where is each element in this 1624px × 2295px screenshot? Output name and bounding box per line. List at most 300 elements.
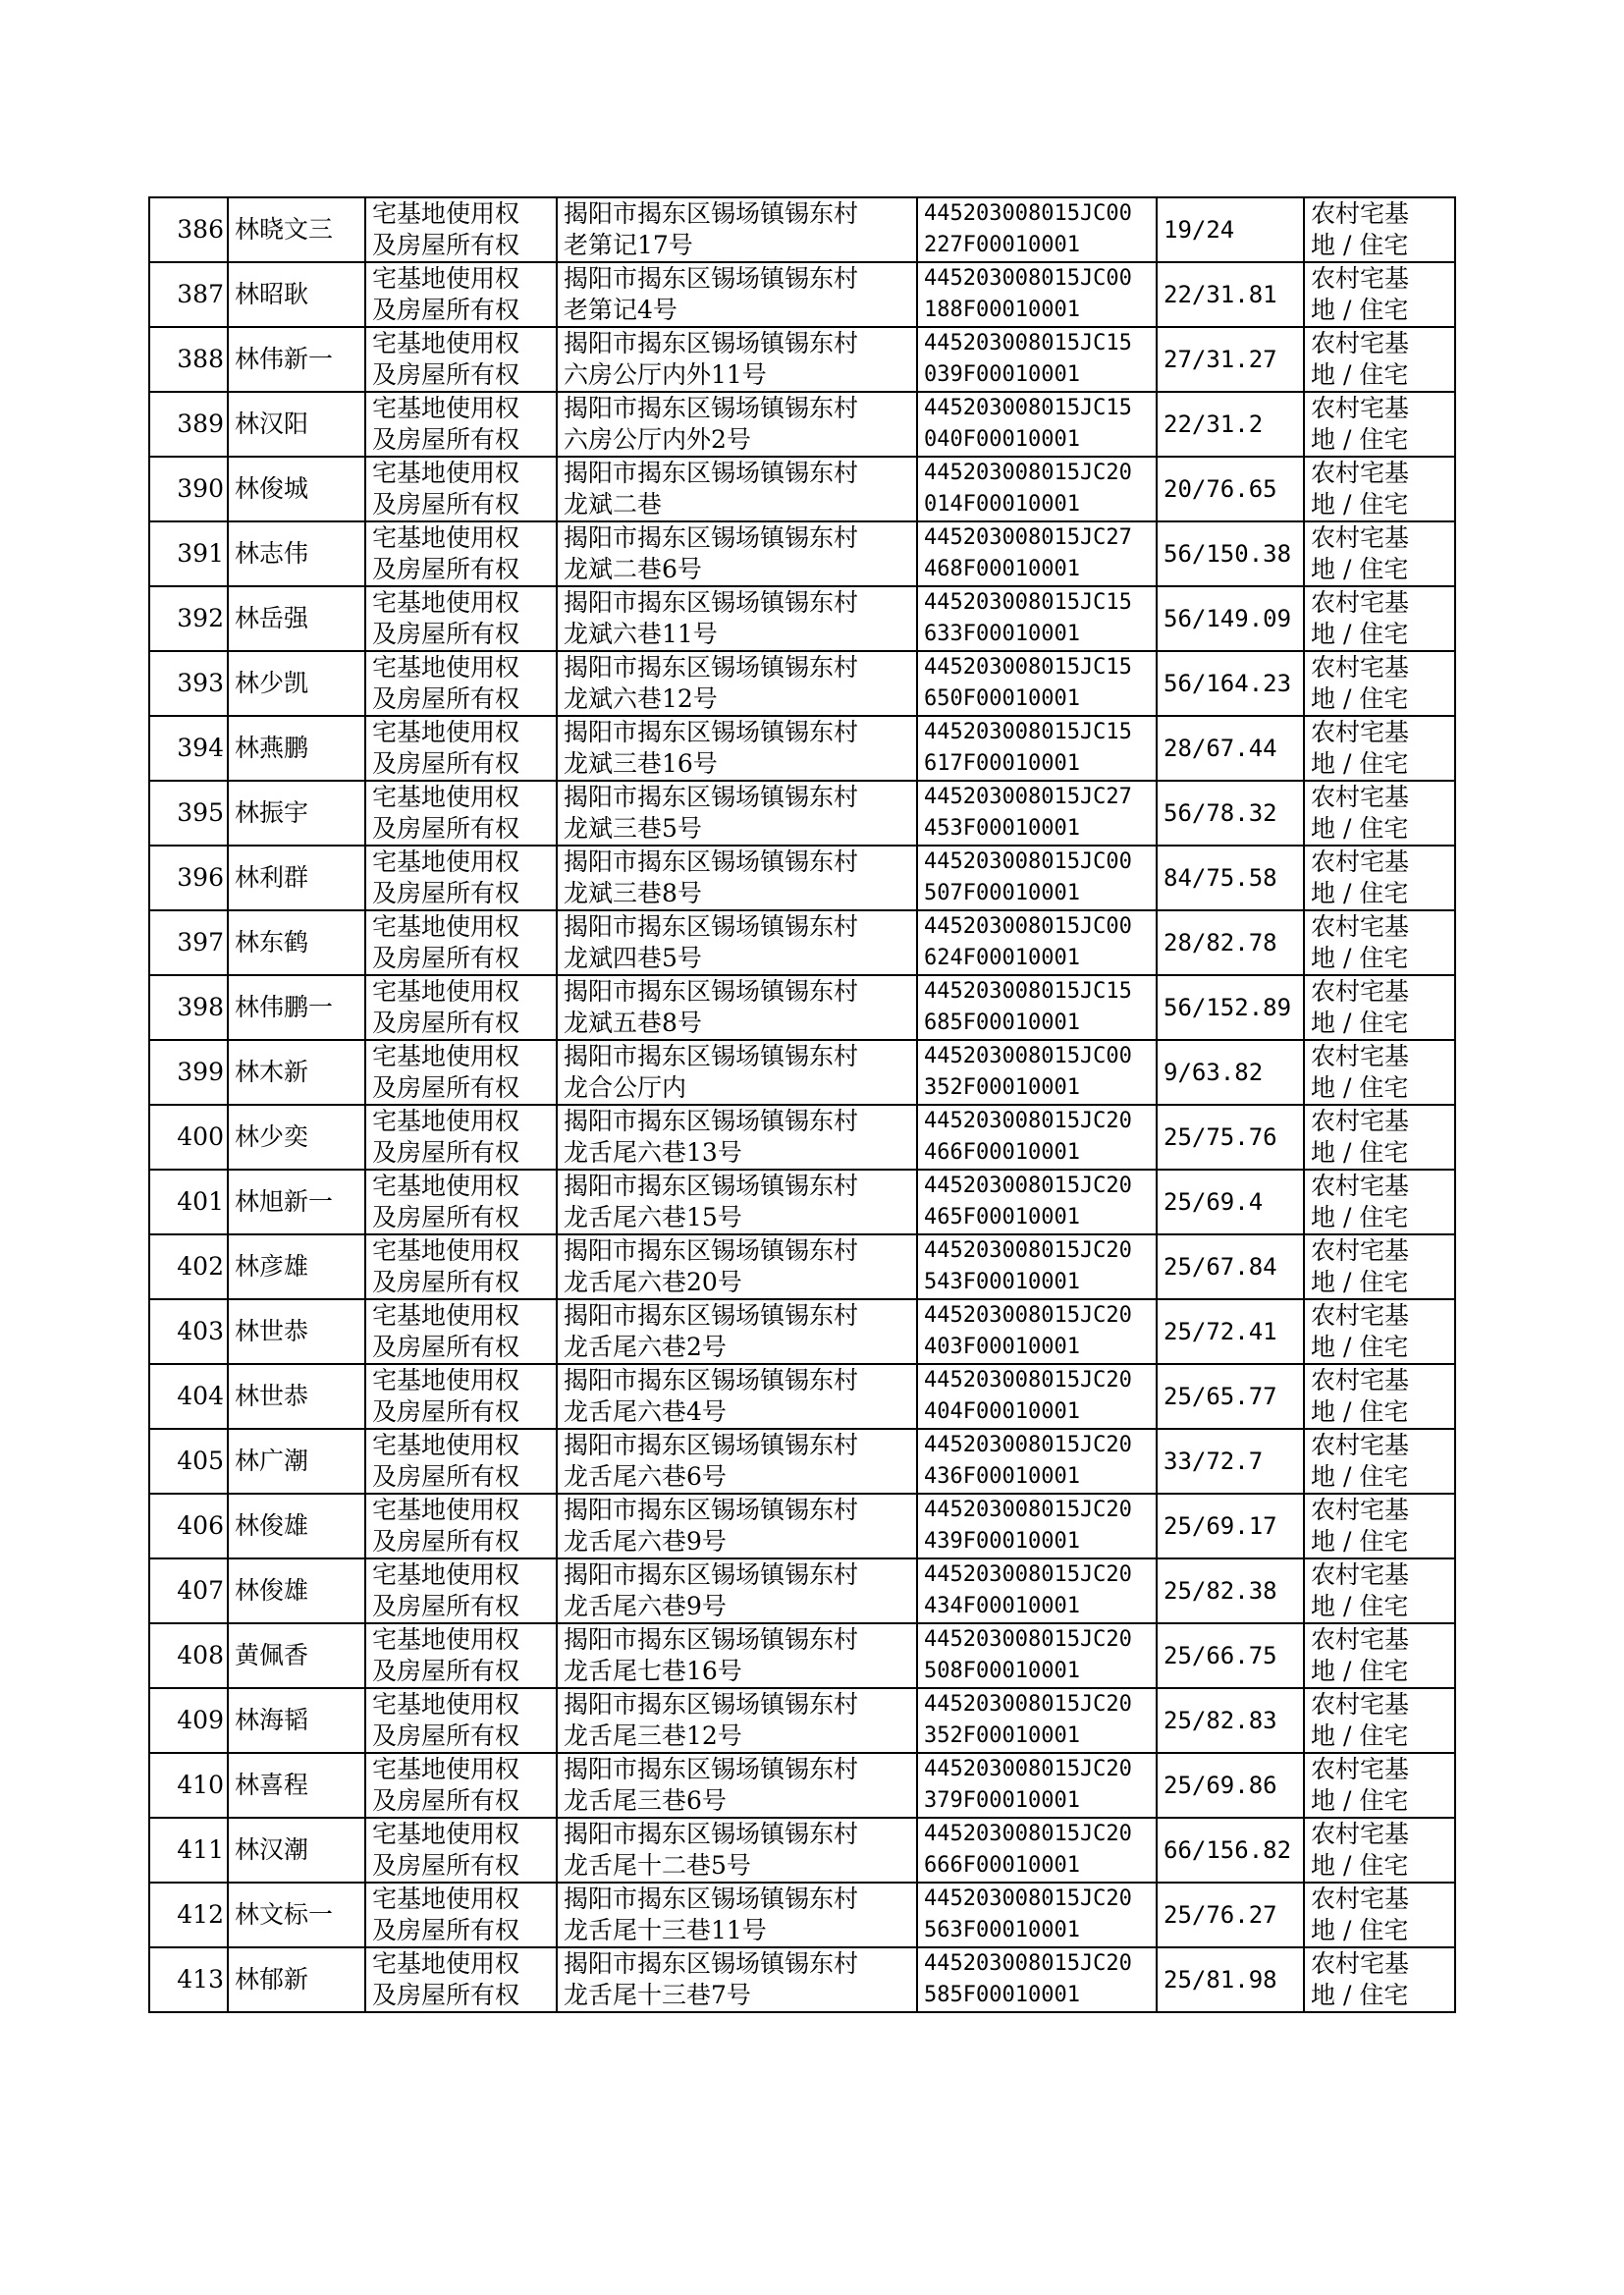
area-value: 28/67.44: [1157, 716, 1304, 781]
table-row: [149, 1753, 1455, 1818]
property-address: [557, 1429, 917, 1494]
unit-code-line: 445203008015JC20: [924, 1757, 1132, 1781]
unit-code-line: 188F00010001: [924, 298, 1080, 322]
unit-code-line: 445203008015JC00: [924, 914, 1132, 939]
right-type-line: 及房屋所有权: [372, 1333, 520, 1361]
property-address: [557, 846, 917, 910]
unit-code-line: 445203008015JC27: [924, 785, 1132, 809]
property-address-line: 龙舌尾十三巷11号: [564, 1916, 767, 1944]
right-type: [365, 1364, 557, 1429]
property-address-line: 龙斌五巷8号: [564, 1009, 702, 1037]
property-address-line: 揭阳市揭东区锡场镇锡东村: [564, 1301, 859, 1330]
table-body: [149, 197, 1455, 2012]
unit-code-line: 039F00010001: [924, 362, 1080, 387]
owner-name: 林燕鹏: [228, 716, 365, 781]
right-type-line: 及房屋所有权: [372, 684, 520, 713]
owner-name: 林伟鹏一: [228, 975, 365, 1040]
unit-code: [917, 1688, 1157, 1753]
land-use-line: 农村宅基: [1311, 783, 1410, 811]
land-use-line: 地 / 住宅: [1311, 1397, 1409, 1426]
row-number: 389: [149, 392, 228, 457]
land-use-line: 地 / 住宅: [1311, 360, 1409, 389]
right-type: [365, 586, 557, 651]
land-use: [1304, 1947, 1455, 2012]
land-use-line: 农村宅基: [1311, 1366, 1410, 1394]
land-use-line: 地 / 住宅: [1311, 1721, 1409, 1750]
land-use-line: 地 / 住宅: [1311, 1138, 1409, 1167]
right-type-line: 宅基地使用权: [372, 394, 520, 422]
right-type-line: 及房屋所有权: [372, 425, 520, 454]
property-address: [557, 197, 917, 262]
property-address-line: 龙舌尾六巷9号: [564, 1592, 727, 1620]
right-type: [365, 1558, 557, 1623]
unit-code-line: 436F00010001: [924, 1464, 1080, 1489]
property-address-line: 龙斌三巷16号: [564, 749, 718, 778]
unit-code-line: 445203008015JC15: [924, 720, 1132, 744]
land-use-line: 农村宅基: [1311, 977, 1410, 1006]
property-address-line: 揭阳市揭东区锡场镇锡东村: [564, 977, 859, 1006]
owner-name: 林海韬: [228, 1688, 365, 1753]
right-type-line: 及房屋所有权: [372, 1657, 520, 1685]
right-type-line: 宅基地使用权: [372, 329, 520, 357]
unit-code-line: 465F00010001: [924, 1205, 1080, 1229]
table-row: [149, 1170, 1455, 1234]
land-use-line: 地 / 住宅: [1311, 296, 1409, 324]
land-use-line: 农村宅基: [1311, 1431, 1410, 1459]
land-use: [1304, 1494, 1455, 1558]
property-address: [557, 1170, 917, 1234]
unit-code-line: 445203008015JC20: [924, 1822, 1132, 1846]
table-row: [149, 910, 1455, 975]
right-type-line: 宅基地使用权: [372, 1560, 520, 1589]
row-number: 399: [149, 1040, 228, 1105]
unit-code-line: 445203008015JC20: [924, 1498, 1132, 1522]
area-value: 25/69.17: [1157, 1494, 1304, 1558]
land-use: [1304, 1429, 1455, 1494]
row-number: 407: [149, 1558, 228, 1623]
land-use-line: 地 / 住宅: [1311, 425, 1409, 454]
land-use: [1304, 1623, 1455, 1688]
property-address: [557, 327, 917, 392]
property-address-line: 揭阳市揭东区锡场镇锡东村: [564, 1820, 859, 1848]
property-address-line: 揭阳市揭东区锡场镇锡东村: [564, 1560, 859, 1589]
unit-code: [917, 1170, 1157, 1234]
table-row: [149, 1883, 1455, 1947]
property-address: [557, 586, 917, 651]
table-row: [149, 392, 1455, 457]
unit-code-line: 585F00010001: [924, 1983, 1080, 2007]
area-value: 9/63.82: [1157, 1040, 1304, 1105]
land-use-line: 地 / 住宅: [1311, 1268, 1409, 1296]
unit-code: [917, 1818, 1157, 1883]
land-use-line: 地 / 住宅: [1311, 1009, 1409, 1037]
right-type-line: 及房屋所有权: [372, 1138, 520, 1167]
land-use: [1304, 1753, 1455, 1818]
right-type-line: 及房屋所有权: [372, 1721, 520, 1750]
property-address: [557, 392, 917, 457]
right-type-line: 宅基地使用权: [372, 1107, 520, 1135]
table-row: [149, 1818, 1455, 1883]
right-type: [365, 1883, 557, 1947]
owner-name: 林东鹤: [228, 910, 365, 975]
table-row: [149, 1494, 1455, 1558]
right-type-line: 宅基地使用权: [372, 1755, 520, 1783]
owner-name: 林昭耿: [228, 262, 365, 327]
right-type: [365, 1688, 557, 1753]
unit-code-line: 563F00010001: [924, 1918, 1080, 1942]
property-address: [557, 262, 917, 327]
right-type-line: 宅基地使用权: [372, 653, 520, 682]
unit-code-line: 445203008015JC20: [924, 1692, 1132, 1717]
owner-name: 林俊城: [228, 457, 365, 521]
land-use: [1304, 651, 1455, 716]
area-value: 25/66.75: [1157, 1623, 1304, 1688]
property-address-line: 龙舌尾六巷9号: [564, 1527, 727, 1556]
right-type: [365, 327, 557, 392]
land-use-line: 农村宅基: [1311, 912, 1410, 941]
property-address: [557, 1947, 917, 2012]
area-value: 25/82.83: [1157, 1688, 1304, 1753]
table-row: [149, 781, 1455, 846]
area-value: 28/82.78: [1157, 910, 1304, 975]
property-address-line: 揭阳市揭东区锡场镇锡东村: [564, 653, 859, 682]
land-use-line: 地 / 住宅: [1311, 1981, 1409, 2009]
area-value: 25/65.77: [1157, 1364, 1304, 1429]
property-address-line: 龙斌二巷: [564, 490, 663, 519]
property-address-line: 龙舌尾七巷16号: [564, 1657, 742, 1685]
property-address-line: 揭阳市揭东区锡场镇锡东村: [564, 1755, 859, 1783]
right-type-line: 及房屋所有权: [372, 1786, 520, 1815]
property-address-line: 揭阳市揭东区锡场镇锡东村: [564, 1172, 859, 1200]
owner-name: 林汉潮: [228, 1818, 365, 1883]
right-type-line: 宅基地使用权: [372, 1236, 520, 1265]
right-type-line: 宅基地使用权: [372, 1949, 520, 1978]
right-type-line: 宅基地使用权: [372, 1820, 520, 1848]
unit-code: [917, 975, 1157, 1040]
unit-code: [917, 716, 1157, 781]
unit-code-line: 617F00010001: [924, 751, 1080, 776]
registry-table: [148, 196, 1456, 2013]
right-type-line: 及房屋所有权: [372, 944, 520, 972]
land-use-line: 农村宅基: [1311, 1625, 1410, 1654]
area-value: 25/72.41: [1157, 1299, 1304, 1364]
property-address-line: 龙舌尾六巷15号: [564, 1203, 742, 1231]
unit-code-line: 445203008015JC20: [924, 1433, 1132, 1457]
area-value: 25/81.98: [1157, 1947, 1304, 2012]
unit-code-line: 445203008015JC15: [924, 331, 1132, 355]
right-type-line: 宅基地使用权: [372, 1301, 520, 1330]
property-address-line: 揭阳市揭东区锡场镇锡东村: [564, 1042, 859, 1070]
right-type: [365, 262, 557, 327]
right-type: [365, 1947, 557, 2012]
land-use-line: 地 / 住宅: [1311, 1916, 1409, 1944]
owner-name: 林利群: [228, 846, 365, 910]
row-number: 391: [149, 521, 228, 586]
owner-name: 林旭新一: [228, 1170, 365, 1234]
unit-code-line: 650F00010001: [924, 686, 1080, 711]
land-use-line: 地 / 住宅: [1311, 555, 1409, 583]
row-number: 411: [149, 1818, 228, 1883]
land-use-line: 农村宅基: [1311, 718, 1410, 746]
land-use-line: 地 / 住宅: [1311, 231, 1409, 259]
land-use-line: 农村宅基: [1311, 1560, 1410, 1589]
right-type-line: 及房屋所有权: [372, 1268, 520, 1296]
unit-code-line: 445203008015JC15: [924, 396, 1132, 420]
right-type-line: 及房屋所有权: [372, 1981, 520, 2009]
property-address-line: 揭阳市揭东区锡场镇锡东村: [564, 847, 859, 876]
table-row: [149, 521, 1455, 586]
right-type: [365, 197, 557, 262]
land-use-line: 农村宅基: [1311, 1496, 1410, 1524]
table-row: [149, 1623, 1455, 1688]
table-row: [149, 1364, 1455, 1429]
unit-code-line: 014F00010001: [924, 492, 1080, 517]
land-use-line: 地 / 住宅: [1311, 814, 1409, 843]
row-number: 394: [149, 716, 228, 781]
owner-name: 林俊雄: [228, 1494, 365, 1558]
land-use-line: 地 / 住宅: [1311, 620, 1409, 648]
right-type-line: 及房屋所有权: [372, 1073, 520, 1102]
right-type-line: 宅基地使用权: [372, 588, 520, 617]
land-use-line: 农村宅基: [1311, 588, 1410, 617]
property-address-line: 揭阳市揭东区锡场镇锡东村: [564, 718, 859, 746]
property-address: [557, 1494, 917, 1558]
property-address-line: 龙斌四巷5号: [564, 944, 702, 972]
row-number: 400: [149, 1105, 228, 1170]
table-row: [149, 457, 1455, 521]
unit-code: [917, 1234, 1157, 1299]
table-row: [149, 716, 1455, 781]
property-address: [557, 1753, 917, 1818]
table-row: [149, 1234, 1455, 1299]
area-value: 84/75.58: [1157, 846, 1304, 910]
land-use-line: 地 / 住宅: [1311, 1333, 1409, 1361]
row-number: 404: [149, 1364, 228, 1429]
right-type-line: 及房屋所有权: [372, 490, 520, 519]
land-use-line: 地 / 住宅: [1311, 684, 1409, 713]
owner-name: 林喜程: [228, 1753, 365, 1818]
unit-code-line: 434F00010001: [924, 1594, 1080, 1618]
land-use-line: 地 / 住宅: [1311, 1592, 1409, 1620]
area-value: 66/156.82: [1157, 1818, 1304, 1883]
land-use: [1304, 975, 1455, 1040]
table-row: [149, 197, 1455, 262]
area-value: 25/67.84: [1157, 1234, 1304, 1299]
area-value: 56/152.89: [1157, 975, 1304, 1040]
land-use-line: 地 / 住宅: [1311, 749, 1409, 778]
table-row: [149, 1947, 1455, 2012]
unit-code-line: 445203008015JC20: [924, 1109, 1132, 1133]
table-row: [149, 846, 1455, 910]
land-use: [1304, 197, 1455, 262]
land-use: [1304, 1234, 1455, 1299]
row-number: 393: [149, 651, 228, 716]
right-type-line: 宅基地使用权: [372, 1172, 520, 1200]
row-number: 395: [149, 781, 228, 846]
unit-code-line: 445203008015JC27: [924, 525, 1132, 550]
table-row: [149, 1429, 1455, 1494]
unit-code-line: 445203008015JC20: [924, 1951, 1132, 1976]
right-type-line: 及房屋所有权: [372, 555, 520, 583]
unit-code-line: 445203008015JC20: [924, 1627, 1132, 1652]
unit-code: [917, 1040, 1157, 1105]
property-address-line: 揭阳市揭东区锡场镇锡东村: [564, 783, 859, 811]
unit-code-line: 445203008015JC15: [924, 590, 1132, 615]
table-row: [149, 1105, 1455, 1170]
unit-code: [917, 521, 1157, 586]
right-type: [365, 1623, 557, 1688]
property-address: [557, 1234, 917, 1299]
land-use-line: 农村宅基: [1311, 1690, 1410, 1719]
property-address: [557, 1105, 917, 1170]
property-address: [557, 1364, 917, 1429]
property-address-line: 六房公厅内外11号: [564, 360, 767, 389]
property-address: [557, 910, 917, 975]
unit-code: [917, 1947, 1157, 2012]
unit-code: [917, 262, 1157, 327]
right-type: [365, 910, 557, 975]
unit-code: [917, 197, 1157, 262]
property-address-line: 揭阳市揭东区锡场镇锡东村: [564, 1431, 859, 1459]
right-type-line: 宅基地使用权: [372, 783, 520, 811]
land-use: [1304, 1040, 1455, 1105]
right-type-line: 宅基地使用权: [372, 1885, 520, 1913]
unit-code: [917, 1883, 1157, 1947]
property-address-line: 龙合公厅内: [564, 1073, 687, 1102]
property-address-line: 揭阳市揭东区锡场镇锡东村: [564, 329, 859, 357]
unit-code-line: 445203008015JC20: [924, 1174, 1132, 1198]
land-use-line: 农村宅基: [1311, 1172, 1410, 1200]
land-use: [1304, 1883, 1455, 1947]
unit-code-line: 445203008015JC20: [924, 461, 1132, 485]
property-address-line: 揭阳市揭东区锡场镇锡东村: [564, 1885, 859, 1913]
right-type-line: 及房屋所有权: [372, 296, 520, 324]
unit-code: [917, 1494, 1157, 1558]
land-use: [1304, 262, 1455, 327]
table-row: [149, 262, 1455, 327]
unit-code: [917, 392, 1157, 457]
right-type: [365, 781, 557, 846]
land-use-line: 农村宅基: [1311, 264, 1410, 293]
row-number: 390: [149, 457, 228, 521]
owner-name: 林汉阳: [228, 392, 365, 457]
land-use: [1304, 910, 1455, 975]
property-address-line: 老第记4号: [564, 296, 677, 324]
land-use: [1304, 327, 1455, 392]
property-address: [557, 1299, 917, 1364]
row-number: 401: [149, 1170, 228, 1234]
row-number: 412: [149, 1883, 228, 1947]
unit-code-line: 445203008015JC20: [924, 1886, 1132, 1911]
unit-code: [917, 1105, 1157, 1170]
row-number: 388: [149, 327, 228, 392]
property-address: [557, 1818, 917, 1883]
land-use-line: 地 / 住宅: [1311, 1203, 1409, 1231]
land-use: [1304, 1299, 1455, 1364]
right-type: [365, 457, 557, 521]
property-address-line: 龙斌六巷11号: [564, 620, 718, 648]
table-row: [149, 1299, 1455, 1364]
land-use-line: 农村宅基: [1311, 199, 1410, 228]
right-type: [365, 1429, 557, 1494]
property-address-line: 龙舌尾十三巷7号: [564, 1981, 751, 2009]
unit-code: [917, 910, 1157, 975]
right-type: [365, 975, 557, 1040]
right-type: [365, 1105, 557, 1170]
right-type-line: 宅基地使用权: [372, 912, 520, 941]
property-address-line: 龙斌三巷5号: [564, 814, 702, 843]
land-use: [1304, 586, 1455, 651]
property-address-line: 揭阳市揭东区锡场镇锡东村: [564, 588, 859, 617]
property-address-line: 龙斌二巷6号: [564, 555, 702, 583]
property-address: [557, 1883, 917, 1947]
right-type-line: 及房屋所有权: [372, 1527, 520, 1556]
owner-name: 林少奕: [228, 1105, 365, 1170]
unit-code: [917, 586, 1157, 651]
owner-name: 林广潮: [228, 1429, 365, 1494]
right-type: [365, 521, 557, 586]
owner-name: 林文标一: [228, 1883, 365, 1947]
unit-code: [917, 1558, 1157, 1623]
property-address: [557, 781, 917, 846]
property-address-line: 龙舌尾三巷12号: [564, 1721, 742, 1750]
right-type-line: 宅基地使用权: [372, 523, 520, 552]
property-address: [557, 651, 917, 716]
property-address: [557, 1040, 917, 1105]
owner-name: 林世恭: [228, 1364, 365, 1429]
owner-name: 林郁新: [228, 1947, 365, 2012]
property-address: [557, 975, 917, 1040]
land-use-line: 农村宅基: [1311, 394, 1410, 422]
land-use: [1304, 1558, 1455, 1623]
right-type-line: 宅基地使用权: [372, 1431, 520, 1459]
area-value: 22/31.2: [1157, 392, 1304, 457]
unit-code-line: 379F00010001: [924, 1788, 1080, 1813]
owner-name: 林晓文三: [228, 197, 365, 262]
right-type-line: 宅基地使用权: [372, 1625, 520, 1654]
area-value: 56/78.32: [1157, 781, 1304, 846]
right-type: [365, 1753, 557, 1818]
area-value: 22/31.81: [1157, 262, 1304, 327]
land-use-line: 农村宅基: [1311, 1042, 1410, 1070]
land-use: [1304, 1105, 1455, 1170]
owner-name: 林世恭: [228, 1299, 365, 1364]
land-use-line: 农村宅基: [1311, 523, 1410, 552]
right-type-line: 宅基地使用权: [372, 459, 520, 487]
right-type-line: 及房屋所有权: [372, 749, 520, 778]
right-type: [365, 1818, 557, 1883]
table-row: [149, 651, 1455, 716]
land-use: [1304, 457, 1455, 521]
property-address-line: 龙斌六巷12号: [564, 684, 718, 713]
unit-code-line: 403F00010001: [924, 1335, 1080, 1359]
unit-code-line: 508F00010001: [924, 1659, 1080, 1683]
unit-code-line: 507F00010001: [924, 881, 1080, 905]
property-address-line: 六房公厅内外2号: [564, 425, 751, 454]
land-use-line: 农村宅基: [1311, 1949, 1410, 1978]
area-value: 56/164.23: [1157, 651, 1304, 716]
unit-code-line: 445203008015JC20: [924, 1303, 1132, 1328]
land-use-line: 地 / 住宅: [1311, 1786, 1409, 1815]
unit-code-line: 352F00010001: [924, 1075, 1080, 1100]
right-type-line: 及房屋所有权: [372, 814, 520, 843]
unit-code: [917, 651, 1157, 716]
owner-name: 林俊雄: [228, 1558, 365, 1623]
property-address-line: 龙舌尾三巷6号: [564, 1786, 727, 1815]
land-use-line: 农村宅基: [1311, 1236, 1410, 1265]
unit-code: [917, 457, 1157, 521]
unit-code-line: 439F00010001: [924, 1529, 1080, 1554]
